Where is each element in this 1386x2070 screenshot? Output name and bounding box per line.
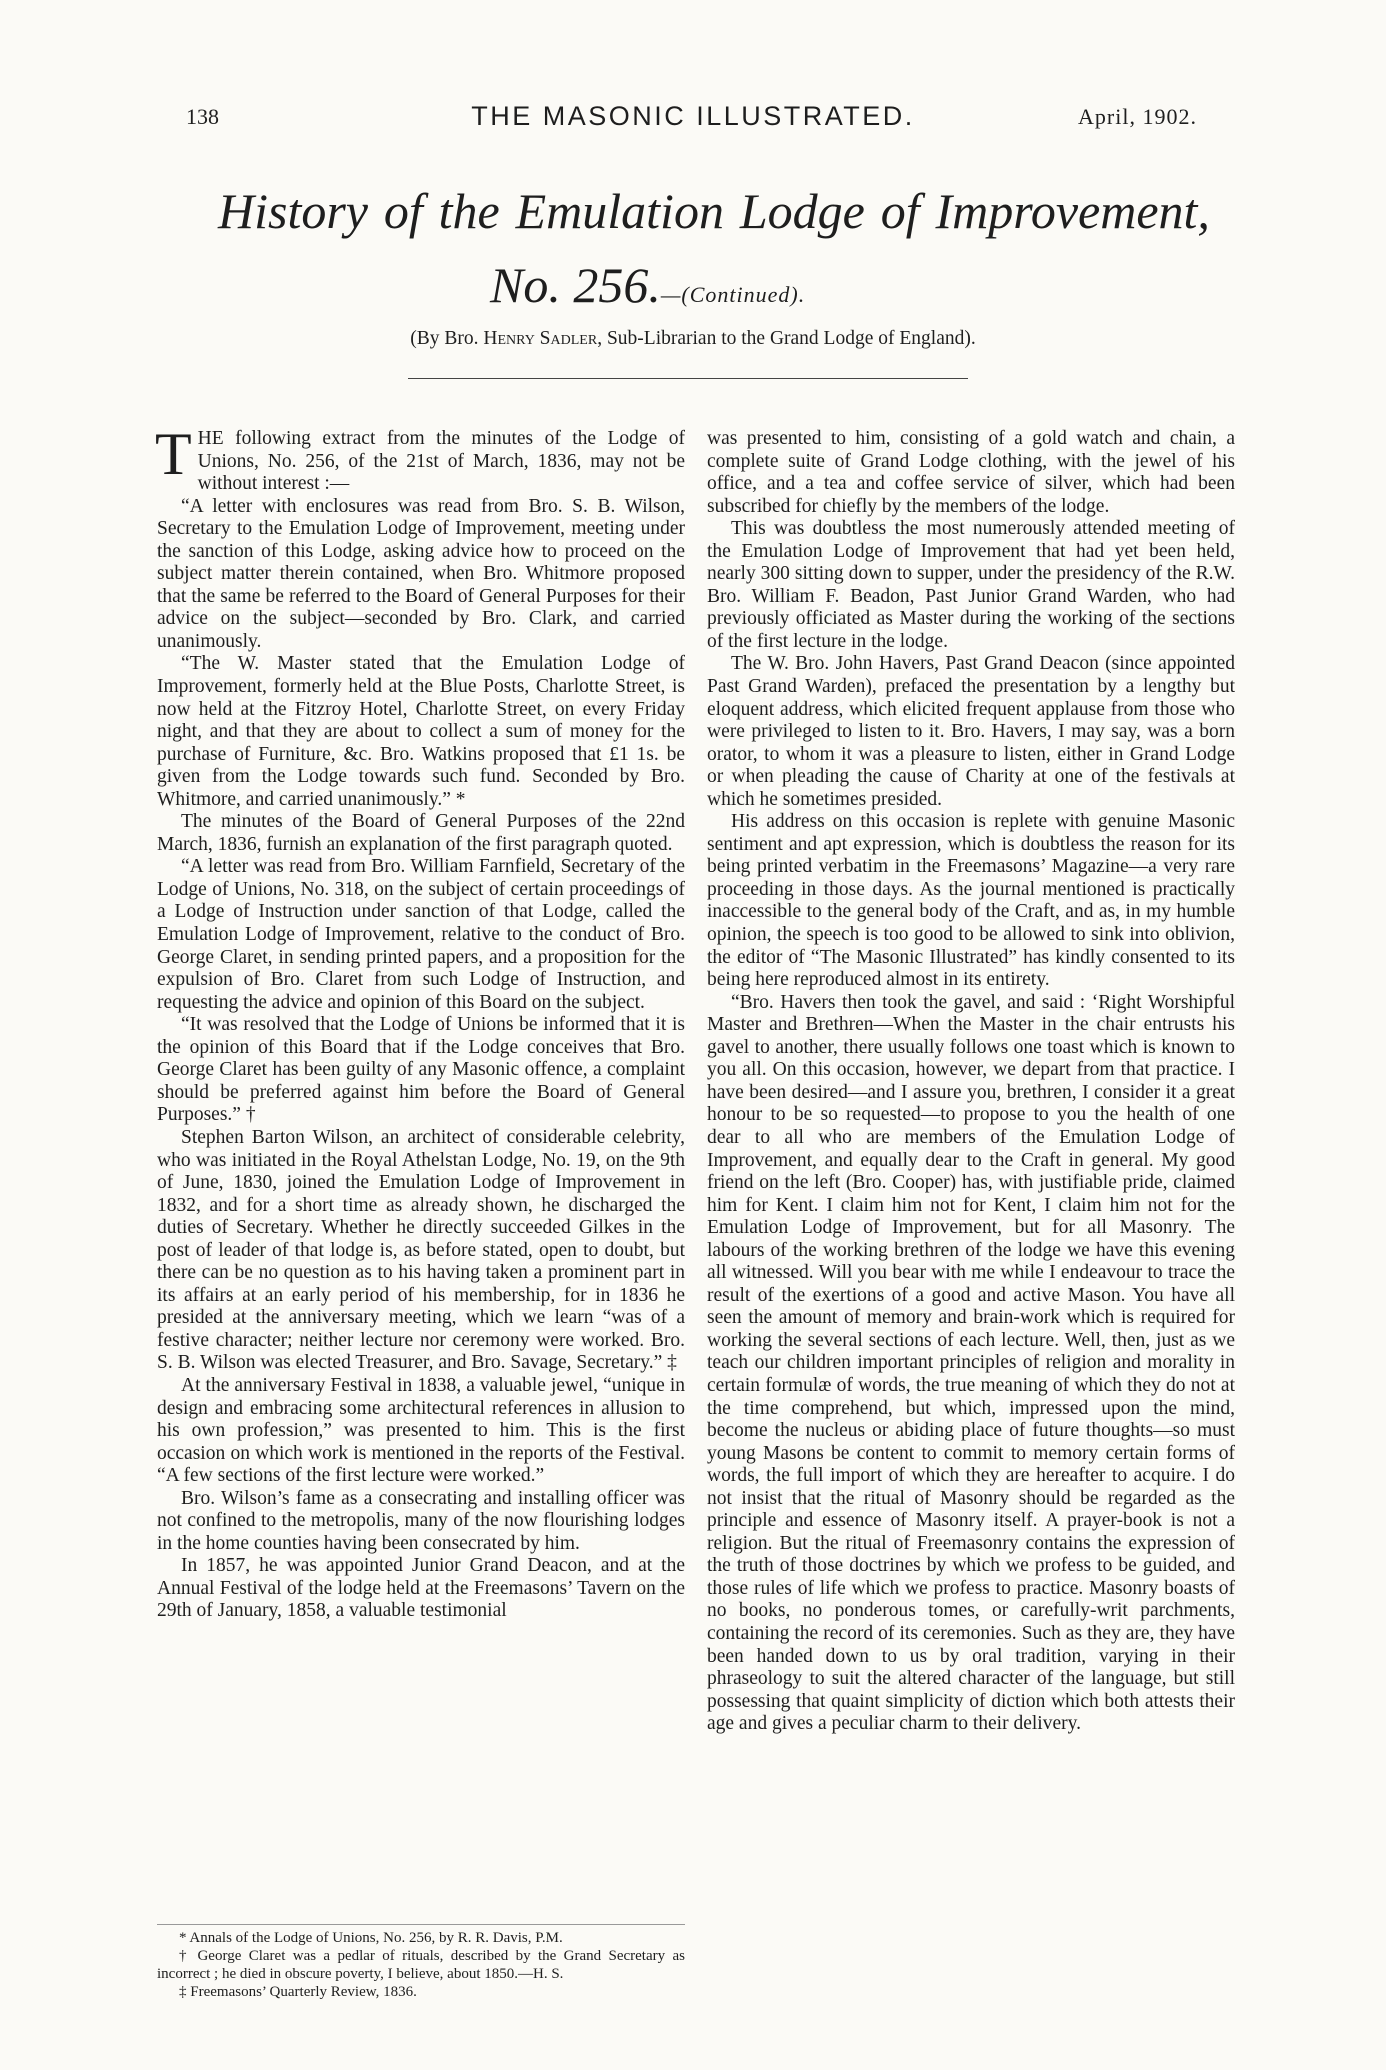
footnote: ‡ Freemasons’ Quarterly Review, 1836. [179,1984,417,2000]
title-word: of [383,183,423,239]
page-number: 138 [186,104,219,129]
title-word: Emulation [515,183,724,239]
footnote: † George Claret was a pedlar of rituals, described by the Grand Secretary as incorrect ; he died in obscure poverty, I believe, about 1850.—H. S. [157,1948,685,1982]
byline-suffix: Sub-Librarian to the Grand Lodge of England). [606,328,976,349]
paragraph: “A letter was read from Bro. William Farnfield, Secretary of the Lodge of Unions, No. 318, on the subject of certain proceedings of a Lodge of Instruction under sanction of that Lodge, called the Emulation Lodge of Improvement, relative to the conduct of Bro. George Claret, in sending printed papers, and a proposition for the expulsion of Bro. Claret from such Lodge of Instruction, and requesting the advice and opinion of this Board on the subject. [157,856,685,1013]
divider-rule [408,378,968,379]
issue-date: April, 1902. [1078,104,1197,129]
drop-cap: T [155,421,192,487]
continued-label: —(Continued). [660,282,806,307]
title-word: the [438,183,500,239]
paragraph-text: HE following extract from the minutes of the Lodge of Unions, No. 256, of the 21st of March, 1836, may not be without interest :— [197,428,685,495]
byline [0,328,1386,350]
author-name: Henry Sadler, [483,328,603,349]
paragraph: The W. Bro. John Havers, Past Grand Deacon (since appointed Past Grand Warden), prefaced the presentation by a lengthy but eloquent address, which elicited frequent applause from those who were privileged to listen to it. Bro. Havers, I may say, was a born orator, to whom it was a pleasure to listen, either in Grand Lodge or when pleading the cause of Charity at one of the festivals at which he sometimes presided. [707,653,1235,810]
paragraph: “A letter with enclosures was read from Bro. S. B. Wilson, Secretary to the Emulation Lodge of Improvement, meeting under the sanction of this Lodge, asking advice how to proceed on the subject matter therein contained, when Bro. Whitmore proposed that the same be referred to the Board of General Purposes for their advice on the subject—seconded by Bro. Clark, and carried unanimously. [157,495,685,652]
lodge-number: No. 256. [490,257,661,313]
left-column [155,421,685,1623]
paragraph: “The W. Master stated that the Emulation Lodge of Improvement, formerly held at the Blue Posts, Charlotte Street, is now held at the Fitzroy Hotel, Charlotte Street, on every Friday night, and that they are about to collect a sum of money for the purchase of Furniture, &c. Bro. Watkins proposed that £1 1s. be given from the Lodge towards such fund. Seconded by Bro. Whitmore, and carried unanimously.” * [157,653,685,810]
title-word: History [218,183,368,239]
title-word: Improvement, [935,183,1210,239]
article-title-line [150,176,1240,246]
article-title [150,176,1240,313]
paragraph: His address on this occasion is replete with genuine Masonic sentiment and apt expression, which is doubtless the reason for its being printed verbatim in the Freemasons’ Magazine—a very rare proceeding in those days. As the journal mentioned is practically inaccessible to the general body of the Craft, and as, in my humble opinion, the speech is too good to be allowed to sink into oblivion, the editor of “The Masonic Illustrated” has kindly consented to its being here reproduced almost in its entirety. [707,811,1235,991]
paragraph: Stephen Barton Wilson, an architect of considerable celebrity, who was initiated in the Royal Athelstan Lodge, No. 19, on the 9th of June, 1830, joined the Emulation Lodge of Improvement in 1832, and for a short time as already shown, he discharged the duties of Secretary. Whether he directly succeeded Gilkes in the post of leader of that lodge is, as before stated, open to doubt, but there can be no question as to his having taken a prominent part in its affairs at an early period of his membership, for in 1836 he presided at the anniversary meeting, which we learn “was of a festive character; neither lecture nor ceremony were worked. Bro. S. B. Wilson was elected Treasurer, and Bro. Savage, Secretary.” ‡ [157,1126,685,1374]
running-head [0,101,1386,140]
magazine-title: THE MASONIC ILLUSTRATED. [471,101,915,131]
paragraph: was presented to him, consisting of a gold watch and chain, a complete suite of Grand Lodge clothing, with the jewel of his office, and a tea and coffee service of silver, which had been subscribed for chiefly by the members of the lodge. [707,428,1235,517]
paragraph: Bro. Wilson’s fame as a consecrating and installing officer was not confined to the metropolis, many of the now flourishing lodges in the home counties having been consecrated by him. [157,1487,685,1554]
footnotes [157,1924,685,2001]
paragraph: In 1857, he was appointed Junior Grand Deacon, and at the Annual Festival of the lodge held at the Freemasons’ Tavern on the 29th of January, 1858, a valuable testimonial [157,1555,685,1622]
title-word: of [880,183,920,239]
paragraph: The minutes of the Board of General Purposes of the 22nd March, 1836, furnish an explanation of the first paragraph quoted. [157,811,685,855]
right-column [707,428,1235,1736]
footnote: * Annals of the Lodge of Unions, No. 256, by R. R. Davis, P.M. [179,1930,563,1946]
paragraph: This was doubtless the most numerously attended meeting of the Emulation Lodge of Improvement that had yet been held, nearly 300 sitting down to supper, under the presidency of the R.W. Bro. William F. Beadon, Past Junior Grand Warden, who had previously officiated as Master during the working of the sections of the first lecture in the lodge. [707,518,1235,652]
paragraph: “It was resolved that the Lodge of Unions be informed that it is the opinion of this Board that if the Lodge conceives that Bro. George Claret has been guilty of any Masonic offence, a complaint should be preferred against him before the Board of General Purposes.” † [157,1014,685,1126]
article-title-number-line [490,250,805,330]
paragraph: At the anniversary Festival in 1838, a valuable jewel, “unique in design and embracing some architectural references in allusion to his own profession,” was presented to him. This is the first occasion on which work is mentioned in the reports of the Festival. “A few sections of the first lecture were worked.” [157,1374,685,1487]
byline-prefix: (By Bro. [410,328,479,349]
paragraph: “Bro. Havers then took the gavel, and said : ‘Right Worshipful Master and Brethren—When the Master in the chair entrusts his gavel to another, there usually follows one toast which is known to you all. On this occasion, however, we depart from that practice. I have been desired—and I assure you, brethren, I consider it a great honour to be so requested—to propose to you the health of one dear to all who are members of the Emulation Lodge of Improvement, and equally dear to the Craft in general. My good friend on the left (Bro. Cooper) has, with justifiable pride, claimed him for Kent. I claim him not for Kent, I claim him not for the Emulation Lodge of Improvement, but for all Masonry. The labours of the working brethren of the lodge we have this evening all witnessed. Will you bear with me while I endeavour to trace the result of the exertions of a good and active Mason. You have all seen the amount of memory and brain-work which is required for working the several sections of each lecture. Well, then, just as we teach our children important principles of religion and morality in certain formulæ of words, the true meaning of which they do not at the time comprehend, but which, impressed upon the mind, become the nucleus or abiding place of future thoughts—so must young Masons be content to commit to memory certain forms of words, the full import of which they are hereafter to acquire. I do not insist that the ritual of Masonry should be regarded as the principle and essence of Masonry itself. A prayer-book is not a religion. But the ritual of Freemasonry contains the expression of the truth of those doctrines by which we profess to be guided, and those rules of life which we profess to practice. Masonry boasts of no books, no ponderous tomes, or carefully-writ parchments, containing the record of its ceremonies. Such as they are, they have been handed down to us by oral tradition, varying in their phraseology to suit the altered character of the language, but still possessing that quaint simplicity of diction which both attests their age and gives a peculiar charm to their delivery. [707,991,1235,1735]
paragraph [155,421,685,496]
title-word: Lodge [739,183,865,239]
